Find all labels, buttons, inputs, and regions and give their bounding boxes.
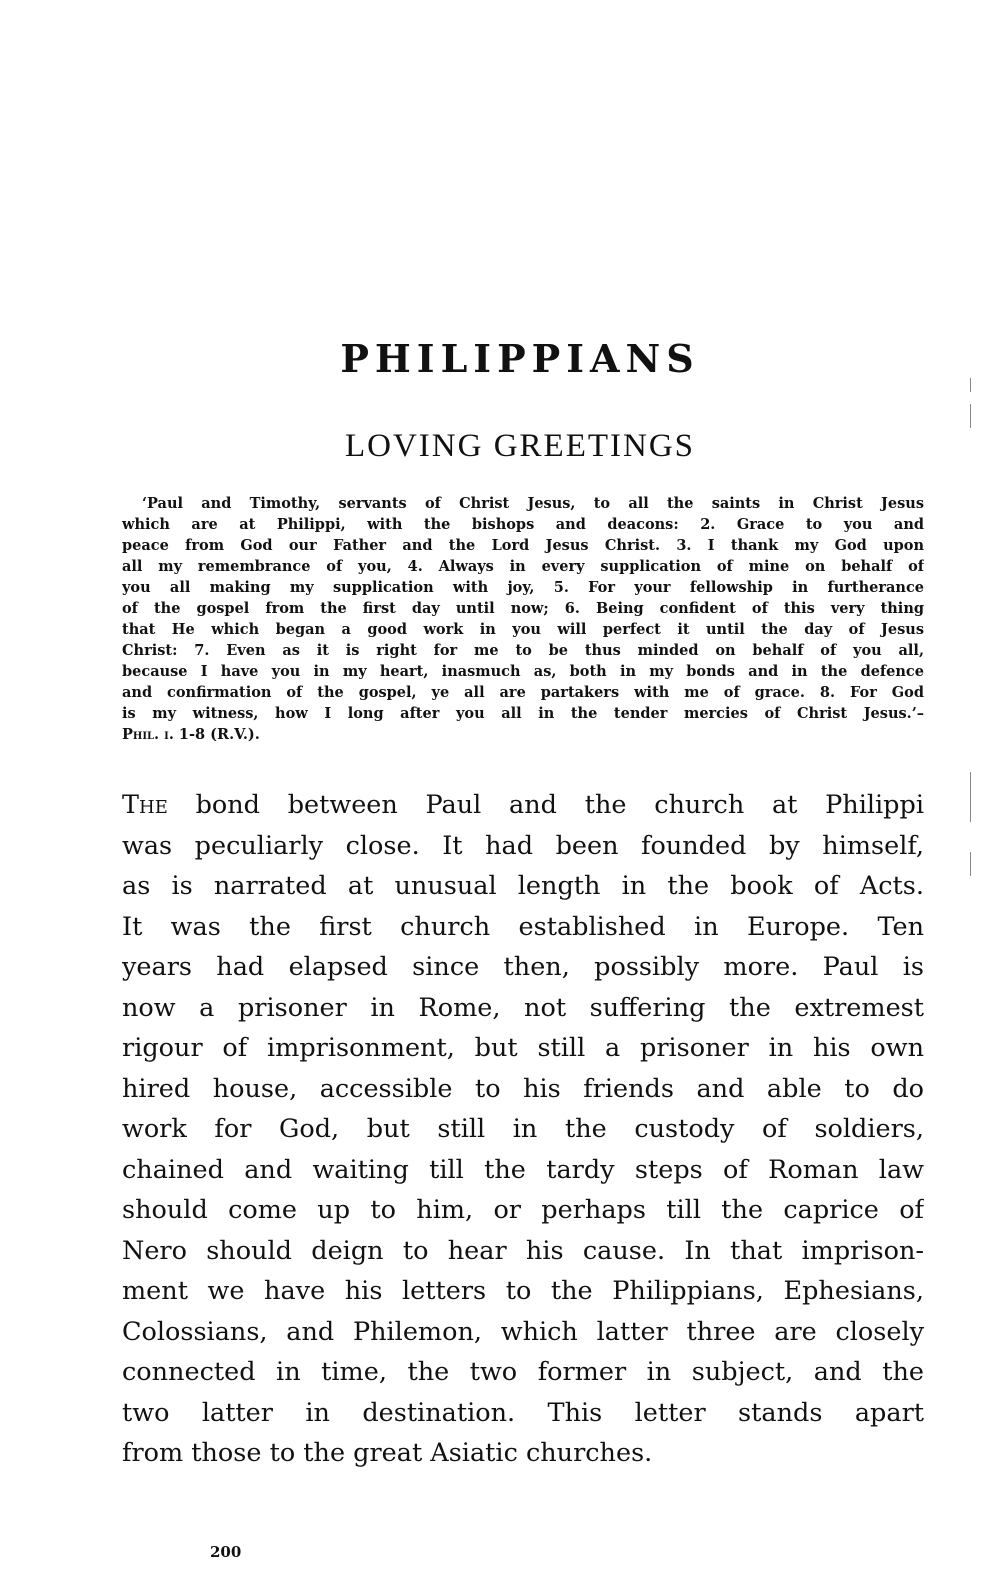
body-line: now a prisoner in Rome, not suffering the extremest (122, 992, 924, 1023)
body-line: years had elapsed since then, possibly more. Paul is (122, 952, 924, 982)
page-number: 200 (210, 1543, 242, 1561)
epigraph-line: ‘Paul and Timothy, servants of Christ Jesus, to all the saints in Christ Jesus (142, 495, 924, 512)
scripture-epigraph (122, 493, 924, 745)
body-line-text: bond between Paul and the church at Philippi (167, 790, 924, 820)
body-line: Colossians, and Philemon, which latter three are closely (122, 1316, 924, 1347)
body-line: connected in time, the two former in subject, and the (122, 1357, 924, 1387)
body-line: two latter in destination. This letter stands apart (122, 1397, 924, 1428)
margin-scan-mark (970, 852, 971, 876)
body-line: ment we have his letters to the Philippians, Ephesians, (122, 1276, 924, 1306)
epigraph-line: and confirmation of the gospel, ye all are partakers with me of grace. 8. For God (122, 684, 924, 701)
epigraph-line: all my remembrance of you, 4. Always in every supplication of mine on behalf of (122, 558, 924, 575)
section-subtitle: LOVING GREETINGS (344, 428, 696, 464)
page-title: PHILIPPIANS (340, 336, 700, 381)
body-line: It was the first church established in Europe. Ten (122, 911, 924, 942)
body-line: hired house, accessible to his friends and able to do (122, 1073, 924, 1104)
body-line: work for God, but still in the custody of soldiers, (122, 1114, 924, 1144)
body-line: should come up to him, or perhaps till the caprice of (122, 1195, 924, 1225)
margin-scan-mark (970, 772, 971, 822)
epigraph-line: Christ: 7. Even as it is right for me to be thus minded on behalf of you all, (122, 642, 924, 659)
epigraph-line: that He which began a good work in you will perfect it until the day of Jesus (122, 621, 924, 638)
body-line: chained and waiting till the tardy steps of Roman law (122, 1154, 924, 1185)
epigraph-line: which are at Philippi, with the bishops and deacons: 2. Grace to you and (122, 516, 924, 533)
epigraph-line: peace from God our Father and the Lord Jesus Christ. 3. I thank my God upon (122, 537, 924, 554)
epigraph-reference: Phil. i. 1-8 (R.V.). (122, 726, 260, 743)
body-line: rigour of imprisonment, but still a prisoner in his own (122, 1033, 924, 1063)
body-line: was peculiarly close. It had been founded by himself, (122, 830, 924, 861)
opening-word: The (122, 790, 168, 820)
body-paragraph (122, 785, 924, 1474)
epigraph-line: you all making my supplication with joy, 5. For your fellowship in furtherance (122, 579, 924, 596)
epigraph-line: because I have you in my heart, inasmuch as, both in my bonds and in the defence (122, 663, 924, 680)
body-line: from those to the great Asiatic churches. (122, 1438, 653, 1468)
body-line: as is narrated at unusual length in the book of Acts. (122, 871, 924, 901)
epigraph-line: of the gospel from the first day until now; 6. Being confident of this very thing (122, 600, 924, 617)
margin-scan-mark (970, 378, 971, 392)
body-line: Nero should deign to hear his cause. In that imprison- (122, 1235, 924, 1266)
margin-scan-mark (970, 404, 971, 428)
epigraph-line: is my witness, how I long after you all in the tender mercies of Christ Jesus.’– (122, 705, 924, 722)
body-line (122, 785, 924, 826)
